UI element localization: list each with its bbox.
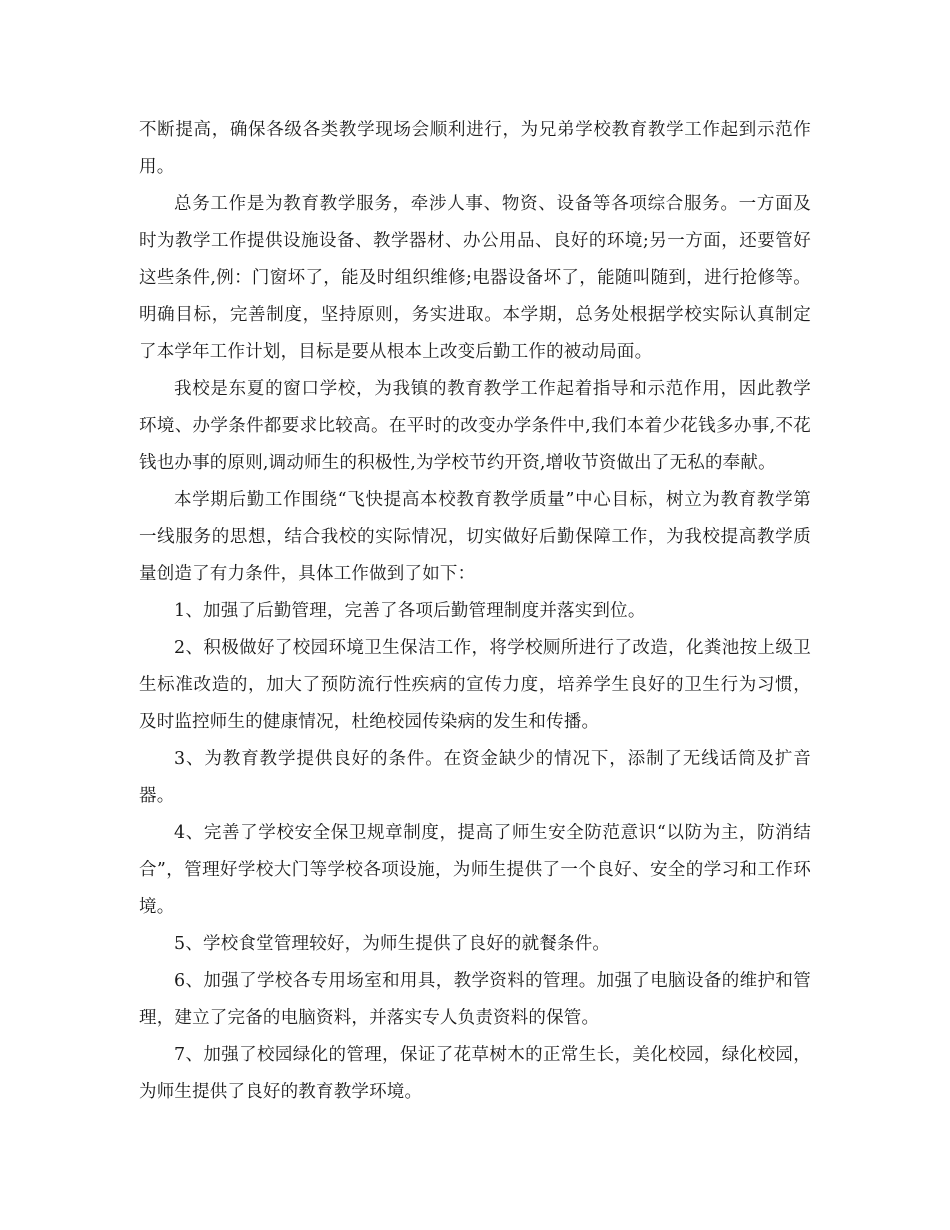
paragraph-semester-goal: 本学期后勤工作围绕“飞快提高本校教育教学质量”中心目标，树立为教育教学第一线服务的思想，结合我校的实际情况，切实做好后勤保障工作，为我校提高教学质量创造了有力条件，具体工作做到了如下：	[139, 490, 811, 584]
list-item-5: 5、学校食堂管理较好，为师生提供了良好的就餐条件。	[174, 934, 611, 954]
paragraph-general-affairs: 总务工作是为教育教学服务，牵涉人事、物资、设备等各项综合服务。一方面及时为教学工作提供设施设备、教学器材、办公用品、良好的环境;另一方面，还要管好这些条件,例：门窗坏了，能及时组织维修;电器设备坏了，能随叫随到，进行抢修等。明确目标，完善制度，坚持原则，务实进取。本学期，总务处根据学校实际认真制定了本学年工作计划，目标是要从根本上改变后勤工作的被动局面。	[139, 194, 811, 362]
paragraph-school-overview: 我校是东夏的窗口学校，为我镇的教育教学工作起着指导和示范作用，因此教学环境、办学条件都要求比较高。在平时的改变办学条件中,我们本着少花钱多办事,不花钱也办事的原则,调动师生的积极性,为学校节约开资,增收节资做出了无私的奉献。	[139, 379, 811, 473]
list-item-7: 7、加强了校园绿化的管理，保证了花草树木的正常生长，美化校园，绿化校园，为师生提供了良好的教育教学环境。	[139, 1045, 811, 1102]
list-item-2: 2、积极做好了校园环境卫生保洁工作，将学校厕所进行了改造，化粪池按上级卫生标准改造的，加大了预防流行性疾病的宣传力度，培养学生良好的卫生行为习惯，及时监控师生的健康情况，杜绝校园传染病的发生和传播。	[139, 638, 811, 732]
paragraph-continuation: 不断提高，确保各级各类教学现场会顺利进行，为兄弟学校教育教学工作起到示范作用。	[139, 120, 811, 177]
document-body	[139, 112, 811, 1111]
list-item-4: 4、完善了学校安全保卫规章制度，提高了师生安全防范意识“以防为主，防消结合”，管理好学校大门等学校各项设施，为师生提供了一个良好、安全的学习和工作环境。	[139, 823, 811, 917]
list-item-3: 3、为教育教学提供良好的条件。在资金缺少的情况下，添制了无线话筒及扩音器。	[139, 749, 811, 806]
list-item-1: 1、加强了后勤管理，完善了各项后勤管理制度并落实到位。	[174, 601, 646, 621]
list-item-6: 6、加强了学校各专用场室和用具，教学资料的管理。加强了电脑设备的维护和管理，建立了完备的电脑资料，并落实专人负责资料的保管。	[139, 971, 811, 1028]
